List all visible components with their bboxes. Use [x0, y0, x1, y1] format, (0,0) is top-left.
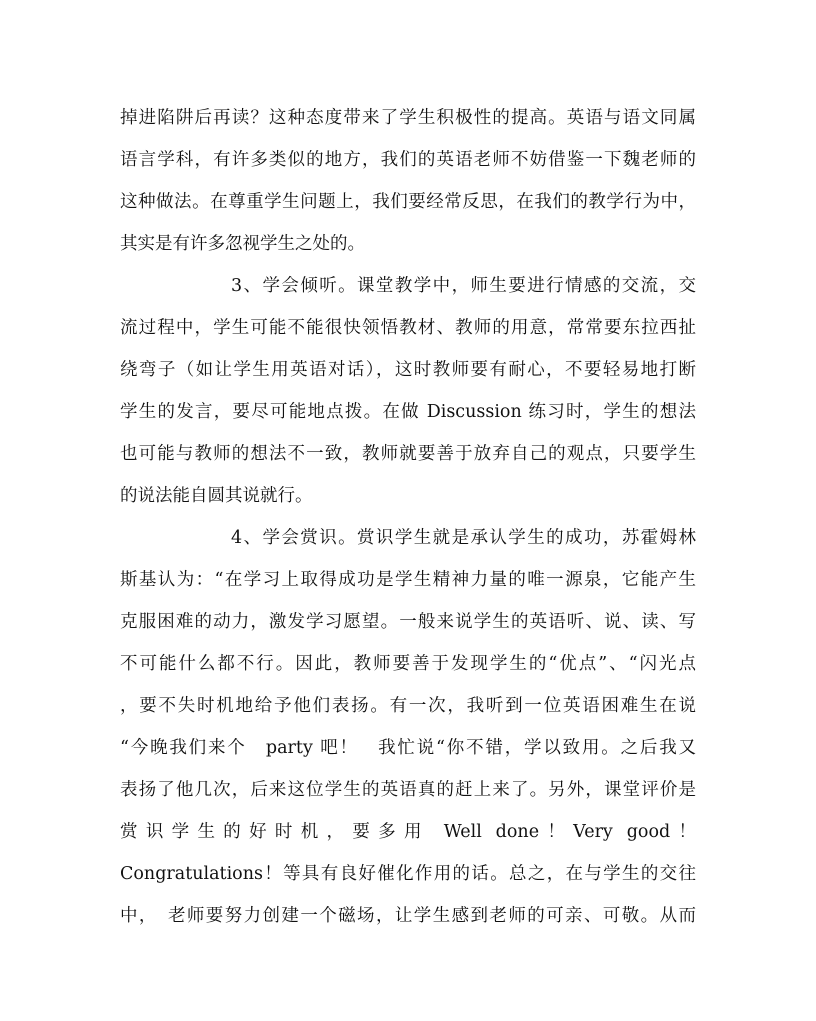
- text-line: 表扬了他几次，后来这位学生的英语真的赶上来了。另外，课堂评价是: [120, 780, 696, 800]
- text-line: 斯基认为：“在学习上取得成功是学生精神力量的唯一源泉，它能产生: [120, 570, 696, 590]
- text-line: ，要不失时机地给予他们表扬。有一次，我听到一位英语困难生在说: [120, 696, 696, 716]
- text-line: “今晚我们来个 party 吧！ 我忙说“你不错，学以致用。之后我又: [120, 738, 696, 758]
- text-line: 也可能与教师的想法不一致，教师就要善于放弃自己的观点，只要学生: [120, 444, 696, 464]
- text-line: 绕弯子（如让学生用英语对话），这时教师要有耐心，不要轻易地打断: [120, 360, 696, 380]
- text-line: 中， 老师要努力创建一个磁场，让学生感到老师的可亲、可敬。从而: [120, 906, 696, 926]
- paragraph-heading-4: 4、学会赏识。赏识学生就是承认学生的成功，苏霍姆林: [231, 528, 696, 548]
- text-line: Congratulations！等具有良好催化作用的话。总之，在与学生的交往: [120, 864, 696, 884]
- text-line: 这种做法。在尊重学生问题上，我们要经常反思，在我们的教学行为中，: [120, 192, 696, 212]
- text-line: 掉进陷阱后再读？这种态度带来了学生积极性的提高。英语与语文同属: [120, 108, 696, 128]
- text-line: 语言学科，有许多类似的地方，我们的英语老师不妨借鉴一下魏老师的: [120, 150, 696, 170]
- text-line: 其实是有许多忽视学生之处的。: [120, 234, 365, 254]
- text-line: 流过程中，学生可能不能很快领悟教材、教师的用意，常常要东拉西扯: [120, 318, 696, 338]
- text-line: 学生的发言，要尽可能地点拨。在做 Discussion 练习时，学生的想法: [120, 402, 696, 422]
- text-line: 不可能什么都不行。因此，教师要善于发现学生的“优点”、“闪光点: [120, 654, 696, 674]
- text-line: 克服困难的动力，激发学习愿望。一般来说学生的英语听、说、读、写: [120, 612, 696, 632]
- text-line: 赏识学生的好时机，要多用 Well done！Very good！: [120, 822, 696, 842]
- text-line: 的说法能自圆其说就行。: [120, 486, 313, 506]
- paragraph-heading-3: 3、学会倾听。课堂教学中，师生要进行情感的交流，交: [231, 276, 696, 296]
